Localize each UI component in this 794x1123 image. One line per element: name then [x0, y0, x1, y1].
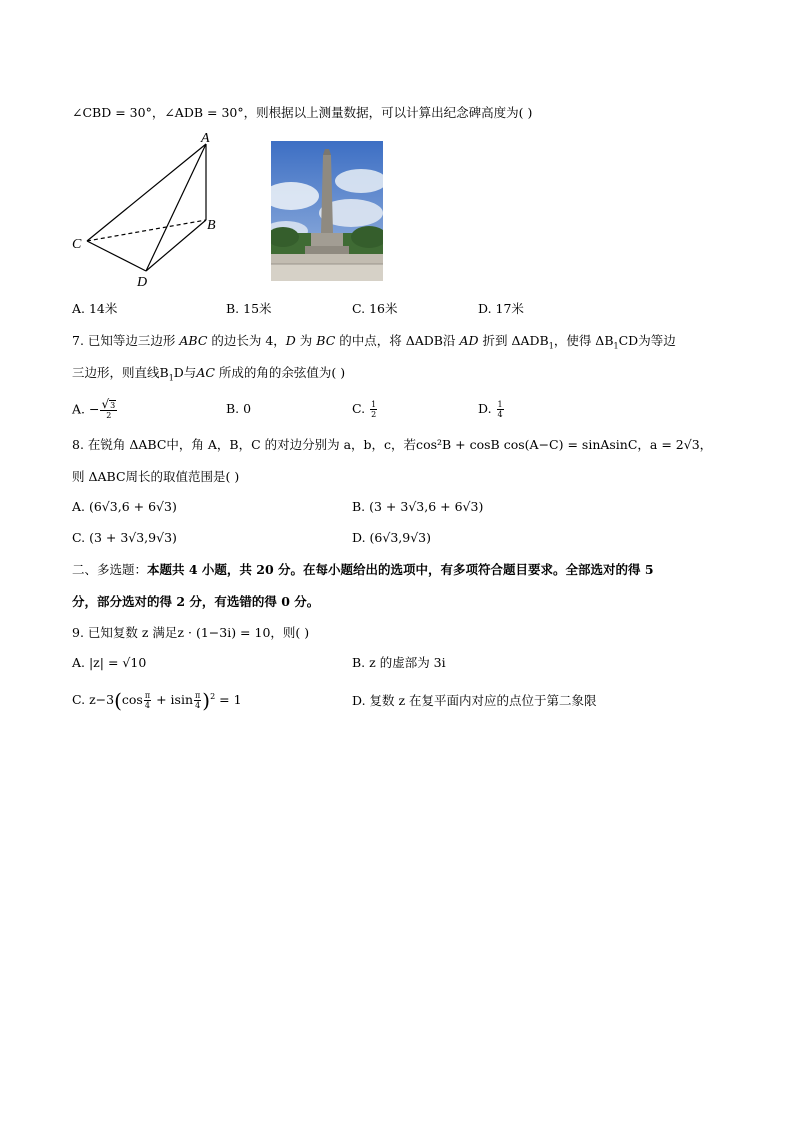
q7-stem-line2: 三边形，则直线$B_1D$与AC 所成的角的余弦值为( ) [72, 365, 346, 383]
q6-option-c[interactable]: C. 16米 [352, 301, 398, 316]
q7-option-a[interactable]: A. − $\frac{√3}{2}$ [72, 397, 116, 420]
q9-stem: 9. 已知复数 z 满足z · (1−3i) = 10，则( ) [72, 625, 310, 640]
q9-option-a[interactable]: A. |z| = √10 [72, 655, 147, 670]
edge-ad [146, 144, 206, 271]
q6-option-b[interactable]: B. 15米 [226, 301, 272, 316]
q6-option-d[interactable]: D. 17米 [478, 301, 524, 316]
section2-header-line1: 二、多选题：本题共 4 小题，共 20 分。在每小题给出的选项中，有多项符合题目要求。全部选对的得 5 [72, 562, 654, 577]
label-b: B [207, 218, 216, 233]
q8-stem-line2: 则 ΔABC周长的取值范围是( ) [72, 469, 240, 484]
q9-option-c[interactable]: C. z−3(cos $\frac{\pi}{4}$ + isin $\frac{\pi}{4}$ )$^2$ = 1 [72, 688, 242, 713]
q9-option-d[interactable]: D. 复数 z 在复平面内对应的点位于第二象限 [352, 693, 597, 708]
monument-photo [271, 141, 383, 281]
label-d: D [137, 275, 148, 290]
edge-cb-dashed [87, 220, 206, 241]
edge-cd [87, 241, 146, 271]
q7-stem-line1: 7. 已知等边三边形 ABC 的边长为 4，D 为 BC 的中点，将 ΔADB沿 AD 折到 $\Delta ADB_1$，使得 $\Delta B_1CD$为等边 [72, 333, 676, 351]
q6-option-a[interactable]: A. 14米 [72, 301, 118, 316]
edge-ac [87, 144, 206, 241]
label-a: A [201, 131, 210, 146]
q8-option-b[interactable]: B. (3 + 3√3,6 + 6√3) [352, 499, 484, 514]
q9-option-b[interactable]: B. z 的虚部为 3i [352, 655, 446, 670]
edge-bd [146, 220, 206, 271]
q6-stem-tail: ∠CBD = 30°，∠ADB = 30°，则根据以上测量数据，可以计算出纪念碑高度为( ) [72, 105, 533, 120]
q7-option-d[interactable]: D. $\frac{1}{4}$ [478, 400, 503, 419]
q7-option-c[interactable]: C. $\frac{1}{2}$ [352, 400, 377, 419]
label-c: C [72, 237, 82, 252]
q8-option-d[interactable]: D. (6√3,9√3) [352, 530, 431, 545]
q6-tetrahedron-figure [64, 128, 229, 293]
q8-option-a[interactable]: A. (6√3,6 + 6√3) [72, 499, 177, 514]
q8-option-c[interactable]: C. (3 + 3√3,9√3) [72, 530, 177, 545]
section2-header-line2: 分，部分选对的得 2 分，有选错的得 0 分。 [72, 594, 320, 609]
q8-stem-line1: 8. 在锐角 ΔABC中，角 A，B，C 的对边分别为 a，b，c，若cos²B + cosB cos(A−C) = sinAsinC，a = 2√3， [72, 437, 713, 452]
q7-option-b[interactable]: B. 0 [226, 401, 252, 416]
